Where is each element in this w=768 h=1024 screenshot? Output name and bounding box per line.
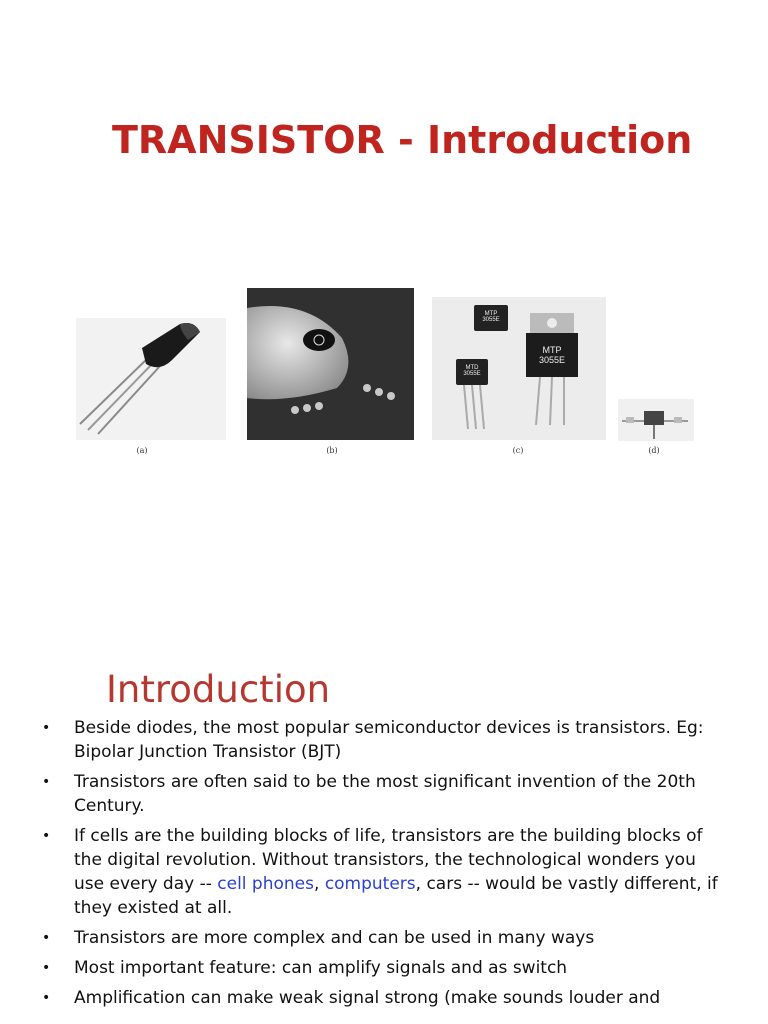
- bullet-dot: •: [42, 960, 51, 976]
- list-item: [40, 824, 730, 920]
- bullet-text: Most important feature: can amplify signals and as switch: [74, 958, 568, 978]
- list-item: [40, 956, 730, 980]
- list-item: [40, 716, 730, 764]
- transistor-photo-a: [76, 318, 226, 440]
- bullet-text: Transistors are more complex and can be used in many ways: [74, 928, 595, 948]
- bullet-dot: •: [42, 774, 51, 790]
- photo-caption-d: (d): [648, 446, 660, 455]
- bullet-dot: •: [42, 720, 51, 736]
- photo-caption-c: (c): [512, 446, 524, 455]
- cell-phones-link[interactable]: cell phones: [217, 874, 314, 894]
- bullet-text-post: , cars -- would be vastly different, if they existed at all.: [74, 874, 718, 918]
- photo-caption-a: (a): [136, 446, 148, 455]
- package-label-1: MTP 3055E: [482, 311, 500, 323]
- transistor-photo-d: [618, 399, 694, 441]
- list-item: [40, 770, 730, 818]
- package-label-3: MTP 3055E: [538, 345, 566, 365]
- bullet-dot: •: [42, 990, 51, 1006]
- photo-caption-b: (b): [326, 446, 338, 455]
- list-item: [40, 986, 730, 1010]
- bullet-text: Beside diodes, the most popular semiconductor devices is transistors. Eg: Bipolar Junction Transistor (BJT): [74, 718, 704, 762]
- bullet-text-pre: If cells are the building blocks of life, transistors are the building blocks of the digital revolution. Without transistors, the technological wonders you use every day --: [74, 826, 703, 894]
- slide-title: TRANSISTOR - Introduction: [112, 118, 693, 162]
- bullet-text-mid: ,: [314, 874, 325, 894]
- bullet-text: Transistors are often said to be the most significant invention of the 20th Century.: [74, 772, 696, 816]
- bullet-dot: •: [42, 828, 51, 844]
- transistor-photo-b: [247, 288, 414, 440]
- section-title: Introduction: [106, 668, 331, 711]
- package-label-2: MTD 3055E: [463, 365, 481, 377]
- list-item: [40, 926, 730, 950]
- bullet-list: [40, 716, 730, 1016]
- computers-link[interactable]: computers: [324, 874, 416, 894]
- transistor-photo-c: [432, 297, 606, 440]
- bullet-dot: •: [42, 930, 51, 946]
- bullet-text: Amplification can make weak signal strong (make sounds louder and: [74, 988, 661, 1008]
